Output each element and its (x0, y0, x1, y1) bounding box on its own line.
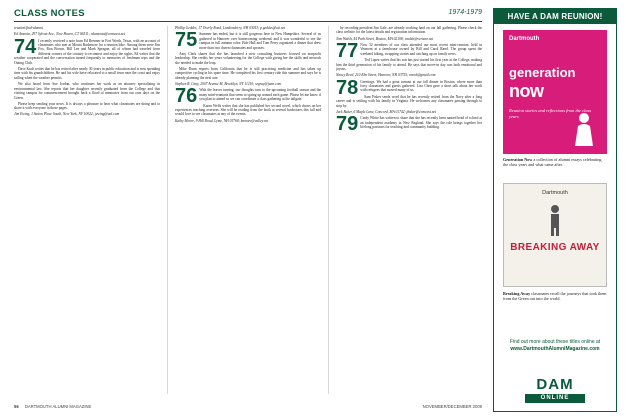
book1-caption-title: Generation Now (503, 157, 533, 162)
class-secretary-contact: Ed Amenta, 297 Sylvan Ave., New Haven, CT 06511; edamenta@comcast.net (14, 32, 126, 37)
class-note-text: Greetings. We had a great turnout at our fall dinner in Boston, where more than forty classmates and guests gathered. Lisa Chen gave a short talk about her work with refugees that moved many of us. (360, 79, 482, 93)
ad-heading: HAVE A DAM REUNION! (494, 9, 616, 24)
column-divider (167, 26, 168, 394)
class-note-paragraph: Ted Lopez writes that his son has just started his first year at the College, making him the third generation of his family to attend. He says that move-in day was both emotional and joyous. (336, 58, 482, 72)
class-note-paragraph: Please keep sending your news. It is always a pleasure to hear what classmates are doing and to share it with everyone in these pages. (14, 101, 160, 111)
book-subtitle: Reunion stories and reflections from the class years (509, 108, 592, 119)
class-secretary-contact: Kathy Moore, 9 Hill Road, Lyme, NH 03768; kmoore@valley.net (175, 118, 269, 123)
dam-online-logo[interactable] (525, 377, 585, 405)
column-divider (328, 26, 329, 394)
book-cover-generation-now[interactable] (503, 30, 607, 154)
class-secretary-contact: Jack Baker, 6 Maple Lane, Concord, MA 01742; jbaker@comcast.net (336, 109, 437, 114)
class-years-range: 1974-1979 (448, 9, 482, 16)
class-note-paragraph: by recording president Jim Gale, are already working hard on our fall gathering. Please check the class website for the latest details and registration information. (336, 26, 482, 35)
book-title-line2: now (509, 81, 544, 101)
class-note-text: Now 32 members of our class attended our most recent mini-reunion, held in Vermont at a farmhouse owned by Bill and Carol Rand. The group spent the weekend hiking, swapping stories and catching up on family news. (360, 42, 482, 56)
class-note-entry (336, 76, 482, 99)
class-year-numeral: 79 (336, 113, 359, 136)
page-footer (14, 404, 482, 409)
class-note-paragraph: Dave Kraft writes that he has retired after nearly 30 years in public education and is now spending time with his grandchildren. He and his wife have relocated to a small town near the coast and enjoy sailing when the weather permits. (14, 67, 160, 80)
ad-promo-link[interactable]: www.DartmouthAlumniMagazine.com (510, 345, 600, 352)
sidebar-ad[interactable] (493, 8, 617, 412)
class-note-paragraph: Karen Wells writes that she has published her second novel, which draws on her experiences teaching overseas. She will be reading from the book at several bookstores this fall and would love to see classmates at any of the events. (175, 103, 321, 117)
class-secretary-contact: Jim Ewing, 1 Sutton Place South, New York, NY 10022; jewing@aol.com (14, 112, 120, 117)
class-note-entry (14, 35, 160, 66)
class-note-entry (336, 39, 482, 62)
column-3 (336, 26, 482, 394)
issue-date: NOVEMBER/DECEMBER 2009 (422, 404, 482, 409)
class-year-numeral: 78 (336, 76, 359, 99)
book-title: BREAKING AWAY (510, 242, 600, 253)
class-note-paragraph: We also heard from Sue Jordan, who continues her work as an attorney specializing in environmental law. She reports that her daughter recently graduated from the College and that visiting campus for commencement brought back a flood of memories from our own days on the Green. (14, 82, 160, 100)
figure-silhouette-icon (571, 112, 597, 146)
class-note-entry (175, 85, 321, 108)
class-note-paragraph: reunion/find-alumni. (14, 26, 44, 30)
class-note-text: I recently received a note from Ed Brenner in Fort Worth, Texas, with an account of classmates who met at Mount Rushmore for a reunion hike. Among them were Jim Fox, Ron Brown, Bill Lee and Mark Sprague, all of whom had traveled from different corners of the country to reconnect and enjoy the sights. Ed writes that the weather cooperated and the conversation turned frequently to memories of freshman trips and the Outing Club. (14, 38, 160, 65)
column-1 (14, 26, 160, 394)
book1-caption-text: a collection of alumni essays celebrating the class years and what came after. (503, 157, 602, 167)
figure-standing-icon (538, 204, 572, 236)
book1-caption (503, 157, 607, 167)
class-note-entry (175, 29, 321, 52)
class-note-text: Cindy White has written to share that she has recently been named head of school at an independent academy in New England. She says the role brings together her lifelong passions for teaching and community building. (360, 116, 482, 129)
page-number: 56 (14, 404, 19, 409)
class-note-paragraph: Sam Fisher sends word that he has recently retired from the Navy after a long career and is settling with his family in Virginia. He welcomes any classmates passing through to stop by. (336, 94, 482, 108)
book-cover-breaking-away[interactable] (503, 183, 607, 287)
ad-promo (503, 339, 607, 352)
class-year-numeral: 75 (175, 29, 198, 52)
column-2 (175, 26, 321, 394)
book2-caption-title: Breaking Away (503, 291, 531, 296)
class-year-numeral: 76 (175, 85, 198, 108)
class-year-numeral: 74 (14, 35, 37, 58)
book-author: Dartmouth (509, 36, 540, 42)
page-header (14, 8, 482, 22)
book2-caption-text: classmates recall the journeys that took them from the Green out into the world. (503, 291, 607, 301)
class-secretary-contact: Stephen R. Gray, 2007 Avenue M, Brooklyn, NY 11210; srgray@juno.com (175, 82, 282, 87)
class-note-paragraph: Amy Clark shares that she has launched a new consulting business focused on nonprofit leadership. She credits her years volunteering for the College with giving her the skills and network she needed to make the leap. (175, 51, 321, 65)
class-note-paragraph: Mike Dunn reports from California that he is still practicing medicine and has taken up competitive cycling in his spare time. He completed his first century ride this summer and says he is already planning the next one. (175, 67, 321, 80)
class-secretary-contact: Nancy Reed, 210 Elm Street, Hanover, NH 03755; nreed@gmail.com (336, 73, 436, 78)
magazine-name: DARTMOUTH ALUMNI MAGAZINE (24, 404, 92, 409)
logo-text: DAM (536, 376, 574, 393)
section-title: CLASS NOTES (14, 8, 85, 19)
book-author: Dartmouth (542, 190, 568, 196)
book-title-line1: generation (509, 65, 576, 80)
header-rule (14, 21, 482, 22)
book2-caption (503, 291, 607, 301)
class-secretary-contact: Phillip Geddes, 17 Overly Road, Londonderry, NH 03053; p.geddes@att.net (175, 26, 286, 30)
class-year-numeral: 77 (336, 39, 359, 62)
class-note-text: Summer has ended, but it is still gorgeous here in New Hampshire. Several of us gathered in Hanover over homecoming weekend, and it was wonderful to see the campus in full autumn color. Bob Hall and Tom Perry organized a dinner that drew more than two dozen classmates and spouses. (199, 32, 321, 50)
class-note-entry (336, 113, 482, 136)
logo-online-text: ONLINE (525, 394, 585, 403)
ad-promo-text: Find out more about these titles online at (509, 339, 601, 345)
class-secretary-contact: Tom Walsh, 44 Park Street, Boston, MA 02108; twalsh@verizon.net (336, 36, 434, 41)
class-note-text: With the leaves turning, our thoughts turn to the upcoming football season and the many mini-reunions that seem to spring up around each game. Please let me know if you plan to attend so we can coordinate a class gathering at the tailgate. (199, 88, 321, 102)
